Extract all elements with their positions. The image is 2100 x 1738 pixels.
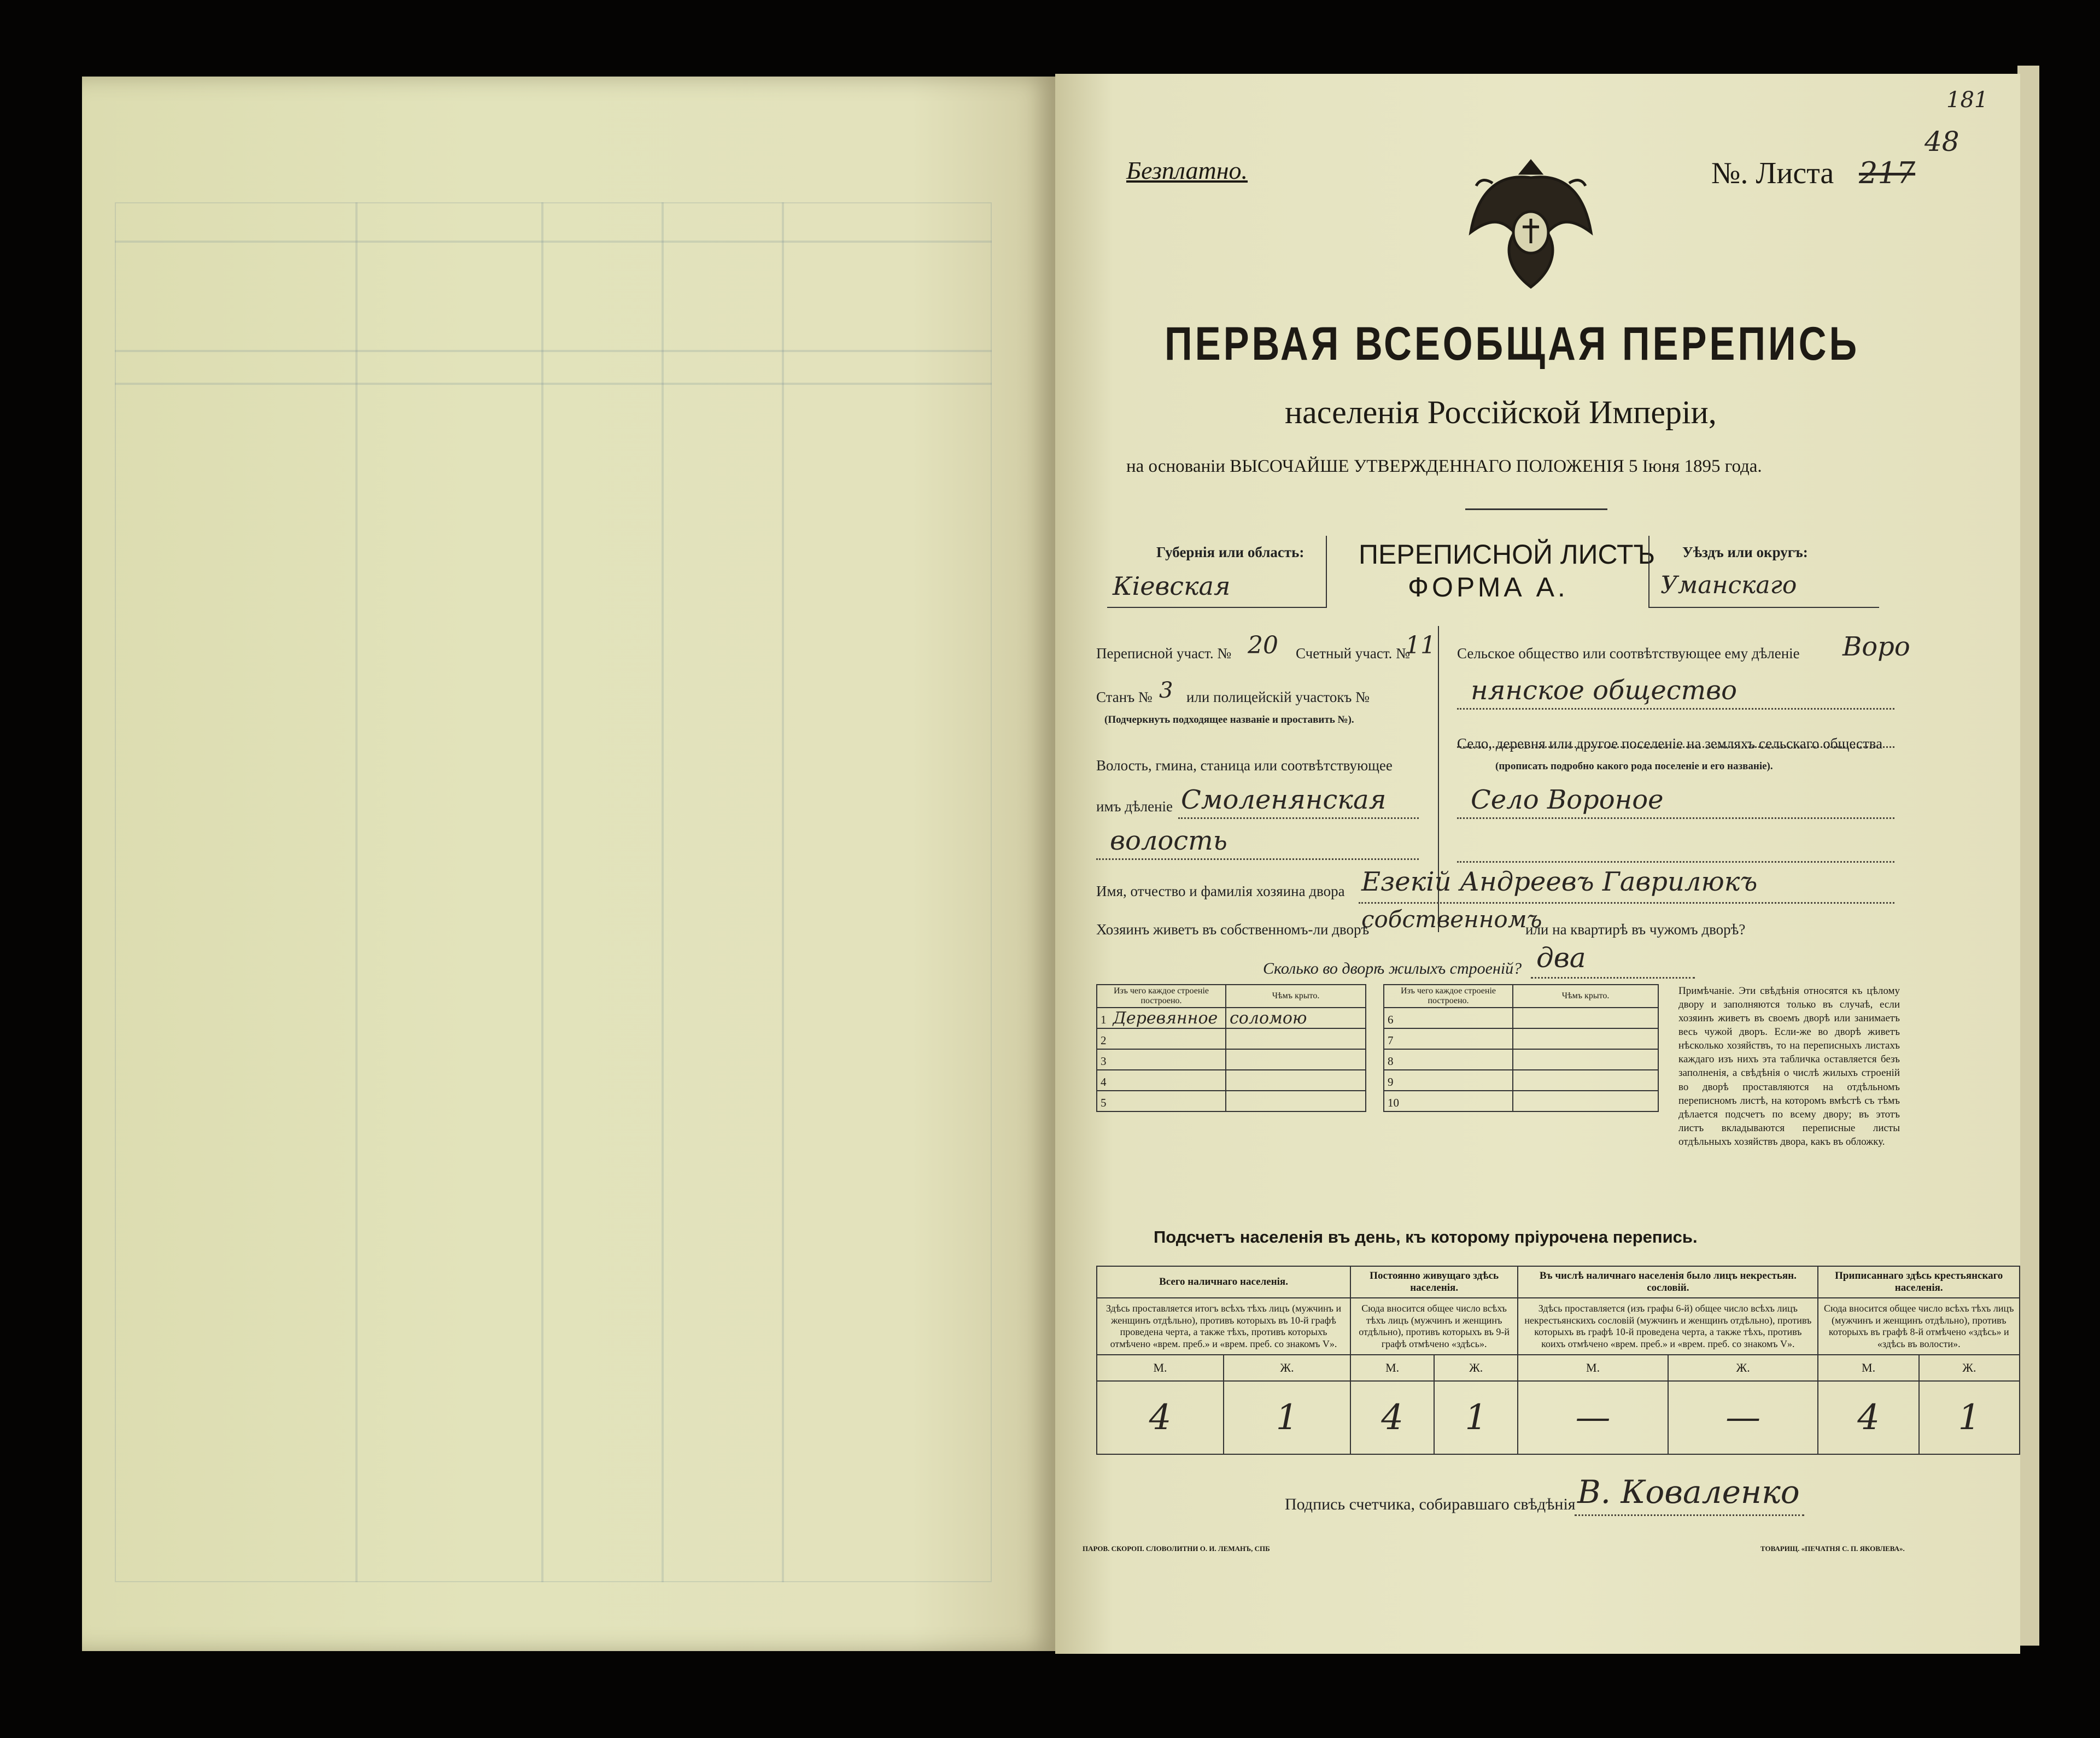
owner-residence-label-2: или на квартирѣ въ чужомъ дворѣ? [1525, 921, 1746, 938]
male-count: — [1518, 1381, 1668, 1454]
building-number: 5 [1101, 1096, 1107, 1109]
building-row [1097, 1091, 1366, 1111]
owner-residence-label: Хозяинъ живетъ въ собственномъ-ли дворѣ [1096, 921, 1370, 938]
male-label: М. [1097, 1355, 1224, 1381]
building-material-cell [1097, 1008, 1226, 1028]
province-value: Кіевская [1113, 571, 1231, 601]
building-material-cell [1097, 1070, 1226, 1091]
printer-left: ПАРОВ. СКОРОП. СЛОВОЛИТНИ О. И. ЛЕМАНЪ, СПБ [1083, 1544, 1270, 1553]
summary-column-header: Всего наличнаго населенія. [1097, 1266, 1350, 1298]
summary-column-description: Здѣсь проставляется (изъ графы 6-й) общее число всѣхъ лицъ некрестьянскихъ сословій (мужчинъ и женщинъ отдѣльно), противъ которыхъ въ графѣ 10-й проведена черта, а также тѣхъ, противъ коихъ отмѣчено «врем. преб.» и «врем. преб. со знакомъ V». [1518, 1298, 1818, 1355]
owner-name-value: Езекій Андреевъ Гаврилюкъ [1361, 867, 1758, 897]
society-value-2: нянское общество [1471, 675, 1738, 706]
building-roof: соломою [1226, 1008, 1366, 1028]
form-name: ФОРМА А. [1408, 572, 1569, 602]
summary-column-header: Постоянно живущаго здѣсь населенія. [1350, 1266, 1518, 1298]
police-district-label: или полицейскій участокъ № [1186, 689, 1370, 705]
count-district-value: 11 [1405, 631, 1436, 659]
building-material-cell [1097, 1091, 1226, 1111]
summary-title: Подсчетъ населенія въ день, къ которому пріурочена перепись. [1154, 1227, 1698, 1247]
stan-label: Станъ № [1096, 689, 1153, 705]
building-roof [1226, 1091, 1366, 1111]
building-roof [1226, 1028, 1366, 1049]
building-material-cell [1384, 1008, 1513, 1028]
building-number: 1 [1101, 1013, 1107, 1026]
building-row [1097, 1008, 1366, 1028]
female-count: 1 [1224, 1381, 1350, 1454]
owner-residence-value: собственномъ [1361, 906, 1542, 933]
volost-value-2: волость [1110, 826, 1227, 856]
male-count: 4 [1097, 1381, 1224, 1454]
building-number: 2 [1101, 1033, 1107, 1047]
sheet-number-value: 217 [1859, 156, 1916, 190]
building-row [1384, 1028, 1658, 1049]
summary-column-header: Въ числѣ наличнаго населенія было лицъ некрестьян. сословій. [1518, 1266, 1818, 1298]
female-label: Ж. [1434, 1355, 1518, 1381]
male-label: М. [1818, 1355, 1918, 1381]
building-roof [1513, 1008, 1658, 1028]
building-roof [1513, 1091, 1658, 1111]
printer-right: ТОВАРИЩ. «ПЕЧАТНЯ С. П. ЯКОВЛЕВА». [1760, 1544, 1905, 1553]
sheet-number-label: №. Листа [1711, 156, 1834, 190]
stan-value: 3 [1159, 678, 1173, 703]
uyezd-label: Уѣздъ или округъ: [1682, 544, 1808, 560]
society-value: Воро [1842, 631, 1910, 662]
male-count: 4 [1350, 1381, 1434, 1454]
roof-header: Чѣмъ крыто. [1226, 985, 1366, 1008]
census-title: ПЕРВАЯ ВСЕОБЩАЯ ПЕРЕПИСЬ [1165, 318, 1860, 370]
material-header: Изъ чего каждое строеніе построено. [1097, 985, 1226, 1008]
building-roof [1513, 1049, 1658, 1070]
building-row [1384, 1091, 1658, 1111]
building-number: 3 [1101, 1054, 1107, 1068]
uyezd-value: Уманскаго [1660, 571, 1797, 599]
summary-column-description: Сюда вносится общее число всѣхъ тѣхъ лицъ (мужчинъ и женщинъ отдѣльно), противъ которыхъ въ графѣ 8-й отмѣчено «здѣсь» и «здѣсь въ волости». [1818, 1298, 2020, 1355]
census-form-page [1055, 74, 2020, 1654]
building-roof [1513, 1028, 1658, 1049]
building-material: Деревянное [1113, 1008, 1218, 1028]
building-row [1097, 1028, 1366, 1049]
imperial-eagle-emblem [1460, 150, 1602, 298]
signature-label: Подпись счетчика, собиравшаго свѣдѣнія [1285, 1495, 1576, 1513]
stan-note: (Подчеркнуть подходящее названіе и проставить №). [1104, 714, 1354, 725]
buildings-note: Примѣчаніе. Эти свѣдѣнія относятся къ цѣлому двору и заполняются только въ случаѣ, если хозяинъ живетъ въ своемъ дворѣ или занимаетъ весь чужой дворъ. Если-же во дворѣ живетъ нѣсколько хозяйствъ, то на переписныхъ листахъ каждаго изъ нихъ эта табличка оставляется безъ заполненія, а свѣдѣнія о числѣ жилыхъ строеній во дворѣ проставляются на отдѣльномъ переписномъ листѣ, на которомъ вмѣстѣ съ тѣмъ дѣлается подсчетъ по всему двору; въ этотъ листъ вкладываются переписные листы отдѣльныхъ хозяйствъ двора, какъ въ обложку. [1678, 985, 1900, 1148]
building-number: 10 [1388, 1096, 1399, 1109]
building-number: 8 [1388, 1054, 1394, 1068]
female-label: Ж. [1668, 1355, 1818, 1381]
building-material-cell [1384, 1091, 1513, 1111]
left-page [82, 77, 1058, 1651]
building-roof [1226, 1070, 1366, 1091]
female-count: — [1668, 1381, 1818, 1454]
female-label: Ж. [1919, 1355, 2020, 1381]
census-district-label: Переписной участ. № [1096, 645, 1232, 662]
summary-column-description: Сюда вносится общее число всѣхъ тѣхъ лицъ (мужчинъ и женщинъ отдѣльно), противъ которыхъ въ 9-й графѣ отмѣчено «здѣсь». [1350, 1298, 1518, 1355]
volost-value: Смоленянская [1181, 785, 1387, 815]
archive-number-top: 181 [1946, 87, 1988, 113]
census-basis: на основаніи ВЫСОЧАЙШЕ УТВЕРЖДЕННАГО ПОЛОЖЕНІЯ 5 Іюня 1895 года. [1126, 457, 1762, 476]
building-number: 4 [1101, 1075, 1107, 1089]
female-label: Ж. [1224, 1355, 1350, 1381]
building-number: 9 [1388, 1075, 1394, 1089]
building-row [1384, 1070, 1658, 1091]
male-label: М. [1350, 1355, 1434, 1381]
building-material-cell [1097, 1028, 1226, 1049]
uyezd-cell [1648, 536, 1879, 608]
count-district-label: Счетный участ. № [1296, 645, 1410, 662]
province-label: Губернія или область: [1156, 544, 1305, 560]
building-material-cell [1384, 1028, 1513, 1049]
census-district-value: 20 [1248, 631, 1278, 659]
roof-header-2: Чѣмъ крыто. [1513, 985, 1658, 1008]
village-label: Село, деревня или другое поселеніе на земляхъ сельскаго общества [1457, 735, 1883, 752]
buildings-table-left [1096, 984, 1366, 1112]
buildings-table-right [1383, 984, 1659, 1112]
female-count: 1 [1919, 1381, 2020, 1454]
building-material-cell [1097, 1049, 1226, 1070]
building-number: 6 [1388, 1013, 1394, 1026]
form-header-box [1102, 536, 1878, 610]
building-row [1384, 1049, 1658, 1070]
summary-column-header: Приписаннаго здѣсь крестьянскаго населенія. [1818, 1266, 2020, 1298]
male-label: М. [1518, 1355, 1668, 1381]
province-cell [1107, 536, 1327, 608]
owner-name-label: Имя, отчество и фамилія хозяина двора [1096, 883, 1345, 899]
ornament-divider [1465, 508, 1607, 510]
volost-label-2: имъ дѣленіе [1096, 798, 1173, 815]
building-row [1097, 1070, 1366, 1091]
counter-signature: В. Коваленко [1577, 1473, 1800, 1511]
female-count: 1 [1434, 1381, 1518, 1454]
building-roof [1226, 1049, 1366, 1070]
village-note: (прописать подробно какого рода поселеніе и его названіе). [1495, 760, 1773, 772]
building-row [1384, 1008, 1658, 1028]
volost-label: Волость, гмина, станица или соотвѣтствующее [1096, 757, 1393, 774]
building-number: 7 [1388, 1033, 1394, 1047]
summary-column-description: Здѣсь проставляется итогъ всѣхъ тѣхъ лицъ (мужчинъ и женщинъ отдѣльно), противъ которыхъ въ 10-й графѣ проведена черта, а также тѣхъ, противъ которыхъ отмѣчено «врем. преб.» и «врем. преб. со знакомъ V». [1097, 1298, 1350, 1355]
population-summary-table [1096, 1266, 2020, 1455]
show-through-grid [115, 202, 992, 1582]
page-edge [2017, 66, 2039, 1646]
building-row [1097, 1049, 1366, 1070]
sheet-title: ПЕРЕПИСНОЙ ЛИСТЪ [1359, 539, 1656, 570]
buildings-count-label: Сколько во дворѣ жилыхъ строеній? [1263, 959, 1522, 978]
archive-number: 48 [1924, 126, 1959, 157]
male-count: 4 [1818, 1381, 1918, 1454]
building-material-cell [1384, 1049, 1513, 1070]
building-roof [1513, 1070, 1658, 1091]
society-label: Сельское общество или соотвѣтствующее ему дѣленіе [1457, 645, 1800, 662]
building-material-cell [1384, 1070, 1513, 1091]
buildings-count-value: два [1536, 942, 1586, 974]
material-header-2: Изъ чего каждое строеніе построено. [1384, 985, 1513, 1008]
free-label: Безплатно. [1126, 156, 1248, 184]
village-value: Село Вороное [1471, 785, 1664, 815]
census-subtitle: населенія Россійской Имперіи, [1285, 394, 1717, 430]
